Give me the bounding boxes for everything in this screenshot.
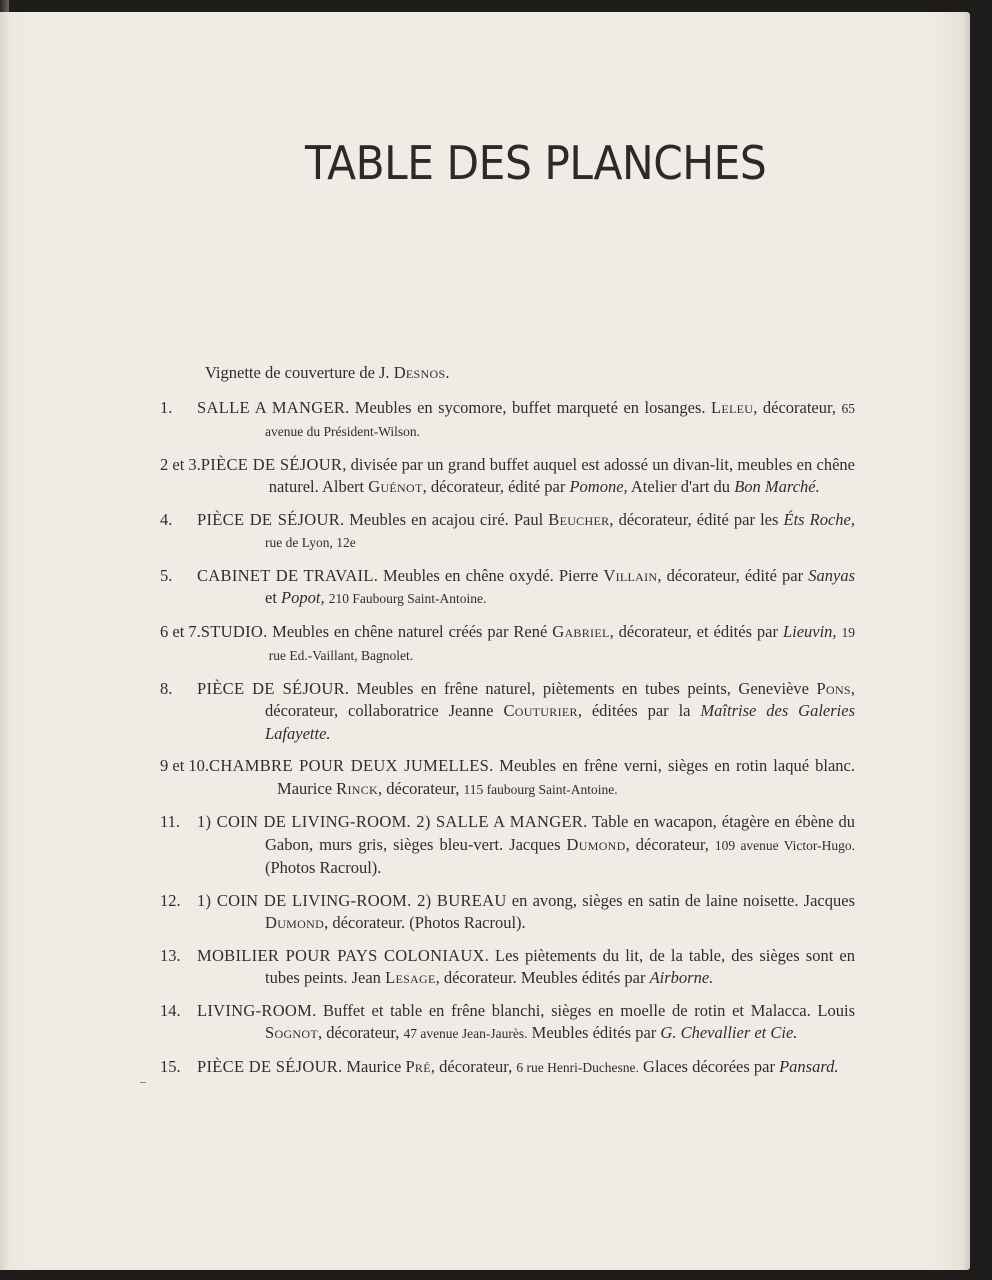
publisher-name: Bon Marché. (734, 477, 820, 496)
margin-mark (140, 1082, 146, 1083)
plate-description (197, 565, 855, 611)
plate-number: 5. (160, 565, 173, 585)
plate-number: 8. (160, 678, 173, 698)
address: 65 avenue du Président-Wilson. (265, 400, 855, 439)
vignette-artist: Desnos (393, 363, 446, 382)
plate-description (197, 397, 855, 444)
plate-number: 2 et 3. (160, 454, 201, 474)
plate-entry (160, 678, 855, 746)
address: 210 Faubourg Saint-Antoine. (328, 591, 487, 606)
plate-heading: MOBILIER POUR PAYS COLONIAUX (197, 945, 485, 965)
plate-number: 11. (160, 812, 181, 831)
plate-text: . Maurice (338, 1056, 406, 1076)
plate-entry (160, 454, 855, 499)
plate-text: , décorateur, édité par (422, 477, 570, 496)
plates-list (160, 362, 855, 1089)
plate-description (197, 811, 855, 880)
plates-entries (160, 397, 855, 1080)
plate-number: 1. (160, 397, 173, 417)
cover-vignette-credit (205, 362, 855, 385)
plate-heading: 1) COIN DE LIVING-ROOM. 2) SALLE A MANGER (197, 812, 584, 831)
vignette-end: . (445, 363, 450, 382)
plate-number: 9 et 10. (160, 756, 210, 775)
plate-text: , éditées par la (577, 701, 701, 720)
plate-text: , décorateur, (753, 397, 842, 417)
plate-text: (Photos Racroul). (265, 858, 382, 877)
plate-text: , décorateur, (317, 1023, 404, 1042)
designer-name: Pré (405, 1056, 431, 1076)
plate-text: Atelier d'art du (627, 477, 735, 496)
plate-description (197, 1056, 855, 1080)
plate-text: en avong, sièges en satin de laine noisette. Jacques (506, 890, 855, 910)
designer-name: Gabriel (552, 621, 610, 641)
vignette-text: Vignette de couverture de J. (205, 363, 394, 382)
plate-entry (160, 565, 855, 611)
plate-heading: CABINET DE TRAVAIL (197, 565, 374, 585)
plate-number: 12. (160, 890, 181, 910)
plate-text: et (265, 588, 282, 607)
publisher-name: Sanyas (808, 565, 855, 585)
designer-name: Lesage (385, 968, 436, 987)
address: rue de Lyon, 12e (265, 535, 356, 550)
publisher-name: Airborne. (649, 968, 714, 987)
plate-entry (160, 1000, 855, 1046)
plate-description (197, 678, 855, 746)
plate-text: , décorateur. Meubles édités par (435, 968, 650, 987)
plate-description (197, 890, 855, 935)
address: 6 rue Henri-Duchesne. (516, 1059, 639, 1075)
plate-entry (160, 945, 855, 990)
plate-text: , décorateur, et édités par (609, 621, 783, 641)
plate-entry (160, 621, 855, 668)
plate-number: 15. (160, 1056, 181, 1076)
plate-text: . Meubles en frêne verni, sièges en rotin laqué blanc. Maurice (277, 756, 855, 798)
address: 47 avenue Jean-Jaurès. (403, 1026, 528, 1041)
designer-name: Guénot (368, 477, 423, 496)
plate-entry (160, 811, 855, 880)
designer-name: Dumond (265, 913, 325, 932)
plate-text: . Les piètements du lit, de la table, des sièges sont en tubes peints. Jean (265, 945, 856, 987)
plate-description (201, 621, 855, 668)
plate-text: . Meubles en frêne naturel, piètements en tubes peints, Geneviève (344, 678, 817, 698)
publisher-name: Éts Roche, (783, 509, 856, 529)
plate-heading: PIÈCE DE SÉJOUR (197, 509, 341, 529)
plate-heading: LIVING-ROOM (197, 1000, 313, 1020)
plate-number: 13. (160, 945, 181, 965)
designer-name: Rinck (336, 778, 378, 798)
designer-name: Villain (603, 565, 658, 585)
plate-text: , décorateur, collaboratrice Jeanne (265, 678, 856, 720)
plate-entry (160, 890, 855, 935)
plate-text: . Buffet et table en frêne blanchi, sièges en moelle de rotin et Malacca. Louis (312, 1000, 855, 1020)
plate-heading: PIÈCE DE SÉJOUR (197, 678, 345, 698)
designer-name: Dumond (566, 834, 626, 854)
plate-entry (160, 397, 855, 444)
plate-text: , décorateur, (378, 778, 464, 798)
address: 115 faubourg Saint-Antoine. (463, 781, 618, 797)
designer-name: Beucher (548, 509, 610, 529)
plate-text: . Meubles en sycomore, buffet marqueté en losanges. (345, 397, 711, 417)
plate-heading: STUDIO (200, 621, 264, 641)
plate-text: . Meubles en chêne naturel créés par René (263, 621, 553, 641)
publisher-name: G. Chevallier et Cie. (660, 1023, 798, 1042)
address: 19 rue Ed.-Vaillant, Bagnolet. (268, 624, 855, 663)
publisher-name: Lieuvin, (782, 621, 837, 641)
plate-description (209, 755, 855, 801)
plate-heading: PIÈCE DE SÉJOUR (200, 454, 343, 474)
plate-number: 14. (160, 1000, 181, 1020)
plate-text: . Table en wacapon, étagère en ébène du Gabon, murs gris, sièges bleu-vert. Jacques (265, 812, 855, 854)
plate-description (197, 509, 855, 555)
publisher-name: Maîtrise des Galeries Lafayette. (265, 701, 855, 743)
publisher-name: Pomone, (569, 477, 628, 496)
publisher-name: Popot, (281, 588, 325, 607)
plate-heading: PIÈCE DE SÉJOUR (197, 1056, 339, 1076)
plate-text: , décorateur, édité par (657, 565, 809, 585)
plate-text: , divisée par un grand buffet auquel est adossé un divan-lit, meubles en chêne naturel. Albert (268, 454, 855, 496)
plate-number: 4. (160, 509, 173, 529)
plate-number: 6 et 7. (160, 621, 201, 641)
plate-heading: CHAMBRE POUR DEUX JUMELLES (209, 756, 490, 775)
plate-entry (160, 509, 855, 555)
plate-entry (160, 1056, 855, 1080)
plate-heading: SALLE A MANGER (197, 397, 346, 417)
designer-name: Couturier (503, 701, 578, 720)
plate-text: . Meubles en chêne oxydé. Pierre (373, 565, 604, 585)
plate-text: Meubles édités par (527, 1023, 661, 1042)
designer-name: Sognot (265, 1023, 318, 1042)
plate-text: , décorateur, (625, 834, 715, 854)
address: 109 avenue Victor-Hugo. (714, 837, 855, 853)
plate-entry (160, 755, 855, 801)
plate-text: . Meubles en acajou ciré. Paul (340, 509, 549, 529)
plate-description (197, 945, 855, 990)
publisher-name: Pansard. (779, 1056, 839, 1076)
plate-description (201, 454, 855, 499)
designer-name: Leleu (711, 397, 754, 417)
page-title: TABLE DES PLANCHES (305, 136, 767, 190)
designer-name: Pons (816, 678, 851, 698)
plate-description (197, 1000, 855, 1046)
plate-heading: 1) COIN DE LIVING-ROOM. 2) BUREAU (197, 890, 507, 910)
plate-text: Glaces décorées par (638, 1056, 780, 1076)
plate-text: , décorateur. (Photos Racroul). (324, 913, 526, 932)
plate-text: , décorateur, (430, 1056, 517, 1076)
plate-text: , décorateur, édité par les (609, 509, 784, 529)
